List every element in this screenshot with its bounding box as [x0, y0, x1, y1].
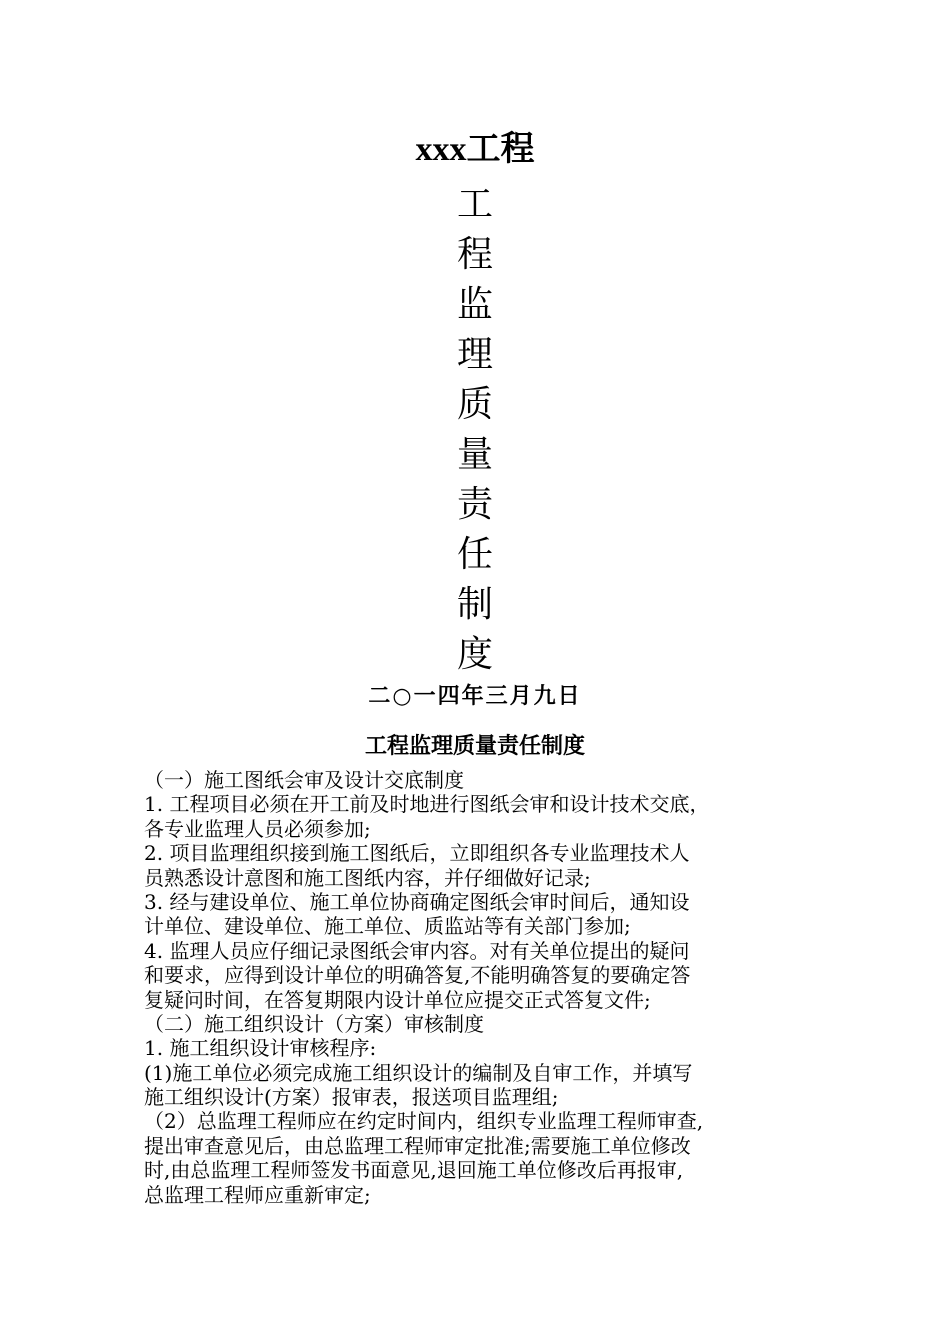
- paragraph-line: （2）总监理工程师应在约定时间内，组织专业监理工程师审查,: [144, 1109, 704, 1134]
- paragraph-line: 各专业监理人员必须参加;: [144, 816, 371, 841]
- paragraph-line: 总监理工程师应重新审定;: [144, 1182, 371, 1207]
- cover-date: 二○一四年三月九日: [368, 684, 582, 709]
- vertical-title-char: 度: [456, 634, 493, 675]
- vertical-title: [435, 180, 515, 680]
- paragraph-line: 1. 施工组织设计审核程序:: [144, 1036, 377, 1061]
- paragraph-line: 时,由总监理工程师签发书面意见,退回施工单位修改后再报审,: [144, 1158, 684, 1183]
- paragraph-line: (1)施工单位必须完成施工组织设计的编制及自审工作，并填写: [144, 1060, 693, 1085]
- paragraph-line: 3. 经与建设单位、施工单位协商确定图纸会审时间后，通知设: [144, 889, 690, 914]
- paragraph-line: 1. 工程项目必须在开工前及时地进行图纸会审和设计技术交底，: [144, 792, 710, 817]
- vertical-title-char: 量: [456, 434, 493, 475]
- paragraph-line: 计单位、建设单位、施工单位、质监站等有关部门参加;: [144, 914, 631, 939]
- paragraph-line: 复疑问时间，在答复期限内设计单位应提交正式答复文件;: [144, 987, 651, 1012]
- vertical-title-char: 任: [456, 534, 493, 575]
- paragraph-line: 2. 项目监理组织接到施工图纸后，立即组织各专业监理技术人: [144, 841, 690, 866]
- vertical-title-char: 责: [456, 484, 493, 525]
- vertical-title-char: 制: [456, 584, 493, 625]
- body-text: [144, 768, 824, 1207]
- paragraph-line: 施工组织设计(方案）报审表，报送项目监理组;: [144, 1085, 559, 1110]
- vertical-title-char: 理: [456, 334, 493, 375]
- vertical-title-char: 工: [456, 184, 493, 225]
- section-heading: （一）施工图纸会审及设计交底制度: [144, 768, 464, 792]
- document-heading: 工程监理质量责任制度: [364, 734, 585, 759]
- vertical-title-char: 监: [456, 284, 493, 325]
- project-title: xxx工程: [415, 131, 535, 168]
- paragraph-line: 4. 监理人员应仔细记录图纸会审内容。对有关单位提出的疑问: [144, 938, 690, 963]
- paragraph-line: 提出审查意见后，由总监理工程师审定批准;需要施工单位修改: [144, 1133, 691, 1158]
- vertical-title-char: 程: [456, 234, 493, 275]
- paragraph-line: 和要求，应得到设计单位的明确答复,不能明确答复的要确定答: [144, 963, 691, 988]
- paragraph-line: 员熟悉设计意图和施工图纸内容，并仔细做好记录;: [144, 865, 591, 890]
- vertical-title-char: 质: [456, 384, 493, 425]
- section-heading: （二）施工组织设计（方案）审核制度: [144, 1011, 484, 1036]
